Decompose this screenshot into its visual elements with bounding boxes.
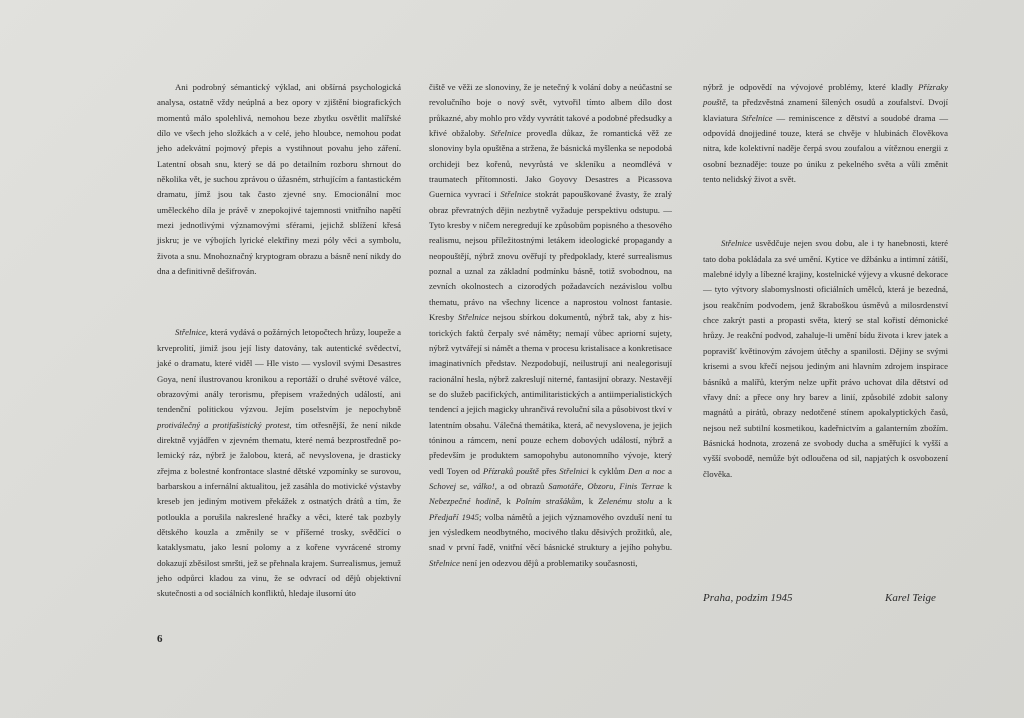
italic-title: Střelnice — [175, 327, 206, 338]
paragraph — [157, 325, 401, 601]
paragraph — [703, 80, 948, 187]
text-run: k — [663, 480, 673, 491]
text-run: přes — [538, 465, 560, 476]
italic-title: Zelenému stolu — [598, 496, 654, 507]
text-run: a — [665, 465, 672, 476]
italic-title: Přízraky pouště — [703, 82, 948, 108]
text-run: k cyklům — [588, 465, 628, 476]
italic-title: Střelnici — [559, 465, 589, 476]
paragraph — [429, 80, 672, 571]
page-number: 6 — [157, 633, 163, 645]
text-run: , k — [581, 496, 599, 507]
italic-title: Střelnice — [741, 112, 773, 123]
italic-title: Schovej se, válko! — [429, 480, 495, 491]
text-run: není jen odezvou dějů a problematiky současnosti, — [459, 557, 638, 568]
text-column-3 — [703, 80, 948, 482]
text-run: stokrát papouškované žvasty, že zralý obraz převratných dějin nezbytně vyžaduje perspektivu odstupu. — Tyto kresby v ničem neregredují ke způsobům popisného a thesového realismu, nejsou příležitostnými letákem ideologické propagandy a neopouštějí, nýbrž znovu ověřují ty předpoklady, které surrealismus poznal a uznal za základní podmínku básně, totiž svobodnou, na zevních okolnostech a cizorodých požadavcích nezávislou volbu thematu, právo na všechny licence a naprostou volnost fantasie. Kresby — [429, 189, 673, 323]
italic-title: Střelnice — [457, 312, 489, 323]
signature-place-date: Praha, podzim 1945 — [703, 592, 793, 604]
italic-title: Nebezpečné hodině — [429, 496, 500, 507]
paragraph-gap — [703, 187, 948, 236]
text-run: Ani podrobný sémantický výklad, ani obšírná psychologická analysa, ostatně vždy neúplná a bez opory v zjištění biografických momentů málo spolehlivá, nemohou beze zbytku osvětlit malířské dílo ve všech jeho složkách a v celé, jeho hloubce, nemohou podat jeho adekvátní pojmový přepis a vystihnout povahu jeho záření. Latentní obsah snu, který se dá po detailním rozboru shrnout do několika vět, je suchou zprávou o úžasném, strhujícím a fantastickém dramatu, jímž jsou tak často zjevné sny. Emocionální moc uměleckého díla je právě v znepokojivé tajemnosti vnitřního napětí mezi jednotlivými významovými sférami, jejichž sblížení křesá jiskru; je ve výbojích lyrické elektřiny mezi póly věci a symbolu, života a snu. Mnohoznačný kryptogram obrazu a básně není nikdy do dna a definitivně dešifrován. — [157, 82, 401, 277]
text-column-1 — [157, 80, 401, 602]
italic-title: Střelnice — [429, 557, 460, 568]
text-run: provedla důkaz, že romantická věž ze slonoviny byla opuštěna a stržena, že básnická myšlenka se nepodobá orchideji bez kořenů, nevyrůstá ve skleníku a neomdlévá v traumatech přítomnosti. Jako Goyovy Desastres a Picassova Guernica vyvrací i — [429, 128, 672, 200]
text-run: a k — [653, 496, 672, 507]
italic-title: Polním strašákům — [515, 496, 582, 507]
italic-title: Samotáře, Obzoru, Finis Terrae — [548, 480, 664, 491]
italic-title: Přízraků pouště — [482, 465, 539, 476]
text-run: ; volba námětů a jejich významového ovzduší není tu jen výsledkem neodbytného, mocivého tlaku děsivých prožitků, ale, snad v první řadě, vnitřní věcí básnické struktury a jejího pohybu. — [429, 511, 672, 553]
italic-title: Předjaří 1945 — [429, 511, 479, 522]
italic-title: Den a noc — [627, 465, 666, 476]
text-run: čiště ve věži ze slonoviny, že je netečný k volání doby a neúčastní se revolučního boje o nový svět, vytvořil tímto albem dílo dost průkazné, aby mohlo pro vždy vyvrátit takové a podobné předsudky a křivé obžaloby. — [429, 82, 672, 139]
italic-phrase: protiválečný a protifašistický protest — [157, 419, 290, 430]
text-run: nýbrž je odpovědí na vývojové problémy, které kladly — [703, 82, 919, 92]
signature-author: Karel Teige — [885, 592, 936, 604]
text-run: , tím otřesnější, že není nikde direktně vyjádřen v zjevném thematu, které nemá bezprostředně polemický ráz, nýbrž je žalobou, která, ač nevyslovena, je drasticky zřejma z bolestné konfrontace slastné dětské vzpomínky se surovou, barbarskou a infernální aktualitou, jež zasáhla do motivické výstavby kreseb jen jediným motivem překážek z ostnatých drátů a tím, že potloukla a porušila nakreslené hračky a věci, které tak pozbyly dětského kouzla a změnily se v příšerné trosky, svědčící o kataklysmatu, jako lesní polomy a z kořene vyvrácené stromy dokazují zběsilost smršti, jež se přehnala krajem. Surrealismus, jemuž jeho odpůrci kladou za vinu, že se odvrací od dějů objektivní skutečnosti a od sociálních konfliktů, hledaje ilusorní úto — [157, 419, 401, 599]
paragraph-gap — [157, 279, 401, 325]
text-run: — reminiscence z dětství a soudobé drama — odpovídá dnojjediné touze, která se chvěje v hlubinách člověkova nitra, kde kolektivní naděje čerpá svou zoufalou a vítěznou energii z osobní beznaděje: touze po úniku z pekelného světa a vůli změnit tento nelidský život a svět. — [703, 112, 949, 185]
text-run: , ta předzvěstná znamení šílených osudů a zoufalství. Dvojí klaviatura — [703, 97, 948, 123]
paragraph — [157, 80, 401, 279]
italic-title: Střelnice — [500, 189, 532, 200]
text-run: , a od obrazů — [494, 480, 549, 491]
text-run: , která vydává o požárných letopočtech hrůzy, loupeže a krveprolití, jimiž jsou její listy datovány, tak autentické svědectví, jaké o dramatu, které viděl — Hle visto — vyslovil svými Desastres Goya, není ilustrovanou kronikou a reportáží o druhé světové válce, obrazovými anály terorismu, přepisem vražedných událostí, ani tendenční politickou výzvou. Jejím poselstvím je nepochybně — [157, 327, 401, 415]
italic-title: Střelnice — [721, 238, 752, 249]
italic-title: Střelnice — [490, 128, 522, 139]
text-run: nejsou sbírkou dokumentů, nýbrž tak, aby z historických faktů čerpaly své náměty; nemají vůbec apriorní sujety, nýbrž vytvářejí si námět a thema v procesu kristalisace a konkretisace imaginativních představ. Nezpodobují, neilustrují ani nealegorisují racionální hesla, nýbrž zakreslují niterné, fantasijní obrazy. Nestavějí se do služeb pacifických, antimilitaristických a antiimperialistických tendencí a jejich magicky uhrančivá revoluční síla a působivost tkví v latentním obsahu. Válečná themátika, která, ač nevyslovena, je jejich tóninou a rámcem, není pouze echem dobových událostí, nýbrž a především je produktem samopohybu autonomního vývoje, který vedl Toyen od — [429, 312, 673, 476]
paragraph — [703, 236, 948, 482]
text-column-2 — [429, 80, 672, 571]
text-run: , k — [499, 496, 516, 507]
text-run: usvědčuje nejen svou dobu, ale i ty hanebnosti, které tato doba pokládala za své umění. Kytice ve džbánku a intimní zátiší, malebné idyly a líbezné krajiny, kostelnické výjevy a vkusné dekorace — tyto výtvory slabomyslnosti oficiálních umělců, která je bezedná, jsou reakčním podvodem, jenž škraboškou úsměvů a milosrdenství chce zakrýt pasti a propasti světa, který se stal kořistí démonické hrůzy. Je reakční podvod, zahaluje-li umění bídu života i krev jatek a popravišť květinovým závojem útěchy a spanilosti. Dějiny se svými krisemi a svou křečí nejsou jediným ani hlavním zdrojem inspirace básníků a malířů, kterým nelze upřít právo uchovat díla dětství od vřavy dní: a přece ony hry barev a linií, způsobilé zdobit salony magnátů a pirátů, obrazy nedotčené stínem apokalyptických časů, nejsou než subtilní kosmetikou, kadeřnictvím a galanterním zbožím. Básnická hodnota, zrozená ze svobody ducha a směřující k vyšší a vyšší svobodě, nemůže být odloučena od sil, napjatých k osvobození člověka. — [703, 238, 949, 479]
